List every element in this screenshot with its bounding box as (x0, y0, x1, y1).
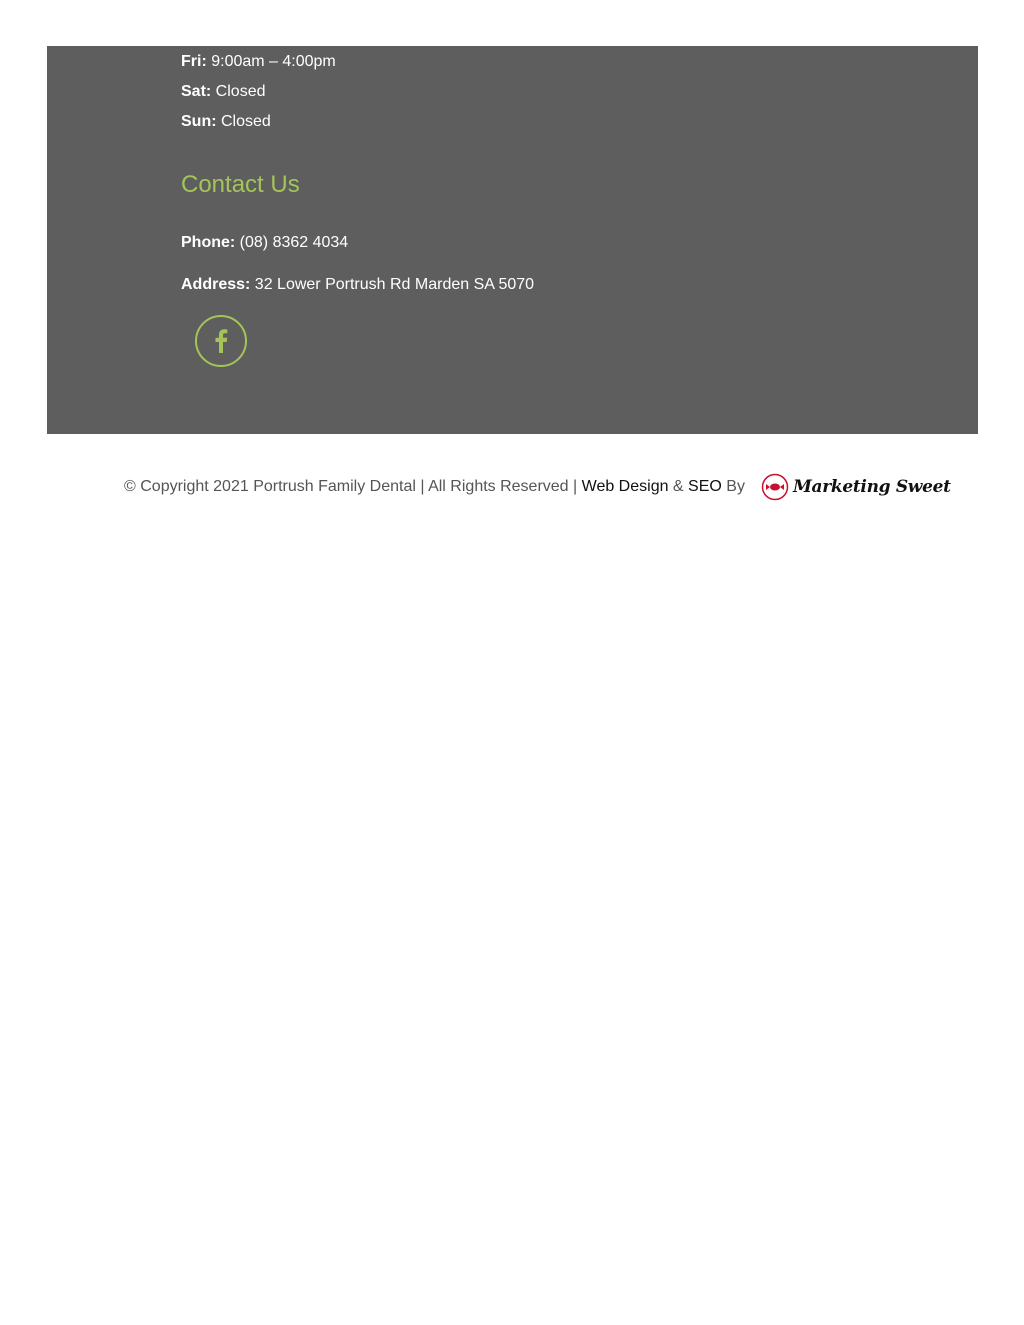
facebook-icon (214, 329, 228, 353)
phone-value[interactable]: (08) 8362 4034 (235, 234, 349, 251)
web-design-link[interactable]: Web Design (581, 478, 669, 495)
hours-saturday (181, 82, 265, 102)
phone-label: Phone: (181, 234, 236, 251)
ampersand: & (668, 478, 689, 495)
hours-friday (181, 52, 336, 72)
hours-value: Closed (216, 113, 271, 130)
copyright-bar (124, 476, 951, 498)
hours-sunday (181, 112, 271, 132)
hours-value: Closed (211, 83, 266, 100)
address-value: 32 Lower Portrush Rd Marden SA 5070 (250, 276, 535, 293)
address-line (181, 275, 534, 295)
phone-line (181, 233, 348, 253)
marketing-sweet-logo-link[interactable] (761, 473, 951, 501)
hours-day-label: Sun: (181, 113, 217, 130)
footer-panel (47, 46, 978, 434)
hours-value: 9:00am – 4:00pm (206, 53, 336, 70)
candy-icon (761, 473, 789, 501)
by-text: By (721, 478, 745, 495)
contact-heading: Contact Us (181, 171, 300, 198)
brand-name: Marketing Sweet (792, 477, 951, 497)
address-label: Address: (181, 276, 251, 293)
facebook-button[interactable] (195, 315, 247, 367)
seo-link[interactable]: SEO (688, 478, 722, 495)
hours-day-label: Sat: (181, 83, 212, 100)
hours-day-label: Fri: (181, 53, 207, 70)
copyright-text: © Copyright 2021 Portrush Family Dental | All Rights Reserved | (124, 478, 582, 495)
